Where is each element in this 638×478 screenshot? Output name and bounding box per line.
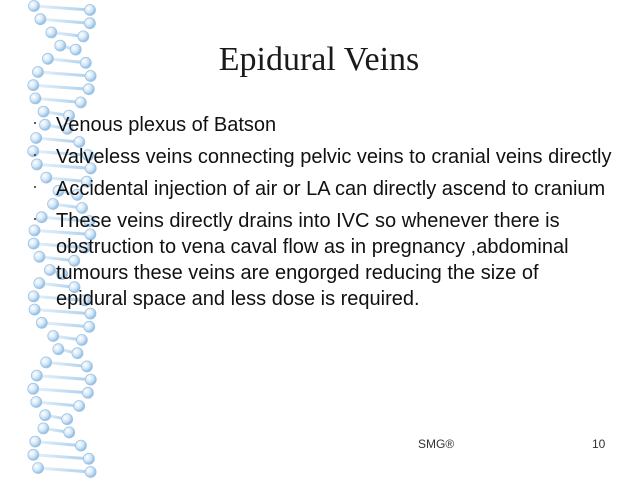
dna-rung: [33, 85, 88, 89]
dna-node: [83, 84, 94, 95]
dna-node: [76, 335, 87, 346]
dna-rung: [35, 98, 80, 102]
dna-node: [84, 18, 95, 29]
bullet-item: [32, 208, 612, 312]
bullet-text: Valveless veins connecting pelvic veins to cranial veins directly: [56, 146, 612, 168]
dna-node: [35, 14, 46, 25]
dna-node: [64, 427, 75, 438]
bullet-text: These veins directly drains into IVC so whenever there is obstruction to vena caval flow as in pregnancy ,abdominal tumours these veins are engorged reducing the size of epidural space and less dose is required.: [56, 210, 569, 310]
dna-node: [29, 1, 40, 12]
dna-node: [62, 414, 73, 425]
dna-node: [41, 357, 52, 368]
bullet-text: Venous plexus of Batson: [56, 114, 277, 136]
dna-rung: [33, 389, 88, 393]
dna-node: [38, 423, 49, 434]
dna-rung: [46, 362, 87, 366]
dna-node: [75, 440, 86, 451]
dna-rung: [35, 442, 81, 446]
dna-node: [85, 374, 96, 385]
dna-rung: [34, 6, 90, 10]
bullet-item: [32, 112, 612, 138]
bullet-dot-icon: ·: [32, 112, 38, 132]
slide-title: Epidural Veins: [218, 41, 420, 78]
dna-node: [72, 348, 83, 359]
bullet-dot-icon: ·: [32, 176, 38, 196]
dna-node: [31, 370, 42, 381]
dna-node: [46, 27, 57, 38]
bullet-item: [32, 176, 612, 202]
dna-node: [74, 401, 85, 412]
bullet-list: [32, 112, 612, 318]
dna-rung: [33, 455, 89, 459]
dna-node: [33, 463, 44, 474]
dna-node: [40, 410, 51, 421]
dna-node: [81, 361, 92, 372]
dna-node: [84, 321, 95, 332]
dna-node: [28, 449, 39, 460]
dna-node: [48, 331, 59, 342]
dna-node: [82, 387, 93, 398]
dna-node: [31, 397, 42, 408]
bullet-text: Accidental injection of air or LA can directly ascend to cranium: [56, 178, 606, 200]
dna-node: [75, 97, 86, 108]
dna-node: [36, 317, 47, 328]
dna-rung: [40, 19, 90, 23]
page-number: 10: [592, 437, 606, 451]
footer-label: SMG®: [418, 437, 455, 451]
dna-rung: [37, 376, 91, 380]
dna-node: [85, 5, 96, 16]
dna-node: [30, 93, 41, 104]
dna-rung: [36, 402, 79, 406]
dna-rung: [38, 468, 91, 472]
bullet-dot-icon: ·: [32, 144, 38, 164]
bullet-item: [32, 144, 612, 170]
dna-rung: [42, 323, 89, 327]
bullet-dot-icon: ·: [32, 208, 38, 228]
dna-node: [83, 453, 94, 464]
dna-node: [53, 344, 64, 355]
dna-node: [85, 467, 96, 478]
dna-node: [28, 383, 39, 394]
dna-node: [30, 436, 41, 447]
